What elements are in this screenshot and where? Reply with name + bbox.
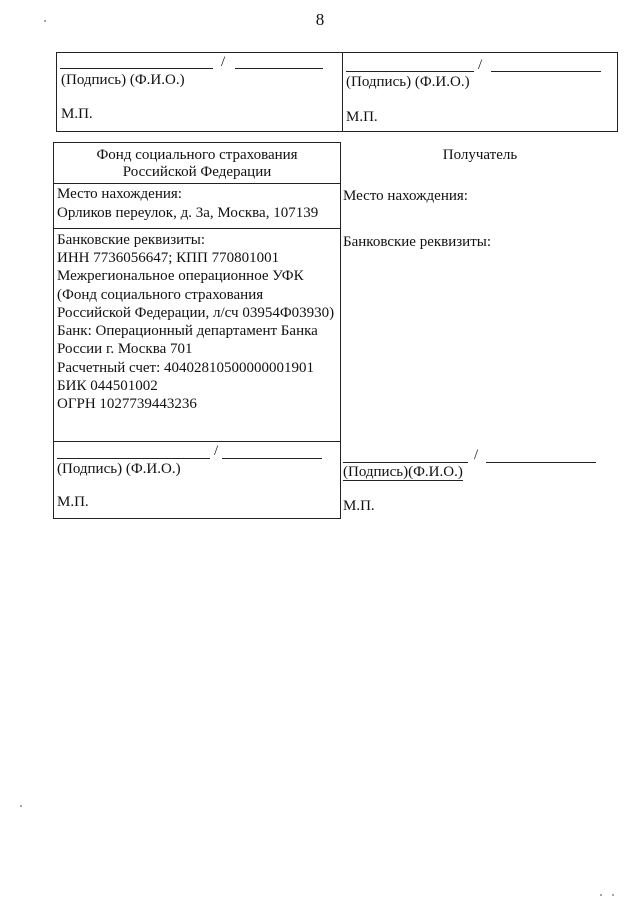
signature-line [57, 458, 210, 459]
recipient-title: Получатель [442, 147, 518, 163]
recipient-bank-label: Банковские реквизиты: [343, 234, 492, 250]
fund-name-line2: Российской Федерации [122, 164, 272, 180]
signature-line [346, 71, 474, 72]
scan-speck [612, 894, 614, 896]
signature-slash: / [478, 57, 483, 73]
fund-location-label: Место нахождения: [57, 186, 182, 202]
signature-slash: / [221, 54, 226, 70]
stamp-label: М.П. [346, 109, 378, 125]
fund-details-box [53, 142, 341, 519]
scan-speck [20, 805, 22, 807]
signature-slash: / [214, 443, 219, 459]
fund-bank-label: Банковские реквизиты: [57, 232, 206, 248]
bank-detail-line: БИК 044501002 [57, 378, 158, 395]
stamp-label: М.П. [61, 106, 93, 122]
page-number: 8 [315, 10, 325, 29]
name-line [235, 68, 323, 69]
scan-speck [600, 894, 602, 896]
row-divider [54, 441, 340, 442]
signature-caption: (Подпись) (Ф.И.О.) [61, 72, 185, 88]
signature-slash: / [474, 447, 479, 463]
fund-name-line1: Фонд социального страхования [96, 147, 298, 163]
bank-detail-line: Расчетный счет: 40402810500000001901 [57, 359, 315, 376]
signature-line [60, 68, 213, 69]
signature-caption: (Подпись) (Ф.И.О.) [57, 461, 181, 477]
row-divider [54, 228, 340, 229]
name-line [486, 462, 596, 463]
signature-caption: (Подпись)(Ф.И.О.) [343, 464, 463, 480]
bank-detail-line: Банк: Операционный департамент Банка [57, 323, 318, 340]
fund-location-value: Орликов переулок, д. 3а, Москва, 107139 [57, 205, 319, 221]
bank-detail-line: Межрегиональное операционное УФК [57, 268, 304, 285]
column-divider [342, 53, 343, 131]
recipient-location-label: Место нахождения: [343, 188, 468, 204]
caption-underline [343, 480, 463, 481]
recipient-details [340, 142, 620, 522]
signature-caption: (Подпись) (Ф.И.О.) [346, 74, 470, 90]
row-divider [54, 183, 340, 184]
stamp-label: М.П. [343, 498, 375, 514]
bank-detail-line: ОГРН 1027739443236 [57, 396, 197, 413]
fund-bank-details [57, 249, 334, 414]
name-line [491, 71, 601, 72]
bank-detail-line: России г. Москва 701 [57, 341, 193, 358]
name-line [222, 458, 322, 459]
top-signature-table [56, 52, 618, 132]
stamp-label: М.П. [57, 494, 89, 510]
bank-detail-line: (Фонд социального страхования [57, 286, 264, 303]
scan-speck [44, 20, 46, 22]
bank-detail-line: Российской Федерации, л/сч 03954Ф03930) [57, 304, 335, 321]
bank-detail-line: ИНН 7736056647; КПП 770801001 [57, 250, 280, 266]
